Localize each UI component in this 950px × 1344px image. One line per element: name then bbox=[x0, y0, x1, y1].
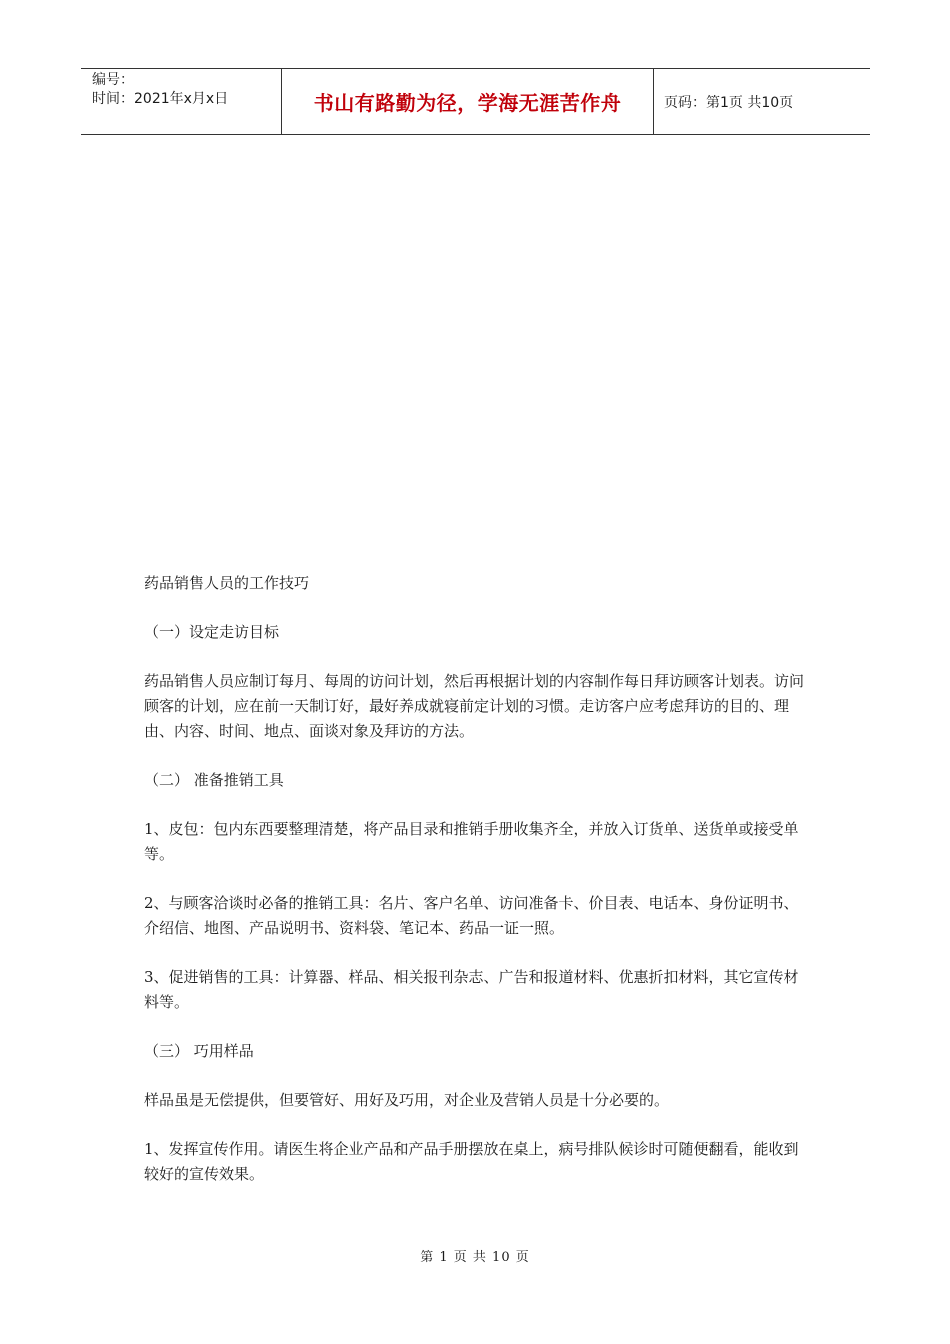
paragraph: 药品销售人员应制订每月、每周的访问计划，然后再根据计划的内容制作每日拜访顾客计划表。访问顾客的计划，应在前一天制订好，最好养成就寝前定计划的习惯。走访客户应考虑拜访的目的、理由、内容、时间、地点、面谈对象及拜访的方法。 bbox=[144, 672, 805, 740]
header-page-info: 页码：第1页 共10页 bbox=[664, 94, 794, 111]
document-body bbox=[144, 571, 812, 1211]
section-heading-1: （一）设定走访目标 bbox=[144, 623, 280, 641]
section-heading-2: （二） 准备推销工具 bbox=[144, 771, 284, 789]
paragraph: 2、与顾客洽谈时必备的推销工具：名片、客户名单、访问准备卡、价目表、电话本、身份证明书、介绍信、地图、产品说明书、资料袋、笔记本、药品一证一照。 bbox=[144, 894, 799, 937]
section-heading-3: （三） 巧用样品 bbox=[144, 1042, 254, 1060]
header-motto: 书山有路勤为径，学海无涯苦作舟 bbox=[281, 69, 654, 134]
number-label: 编号： bbox=[92, 72, 134, 88]
paragraph: 3、促进销售的工具：计算器、样品、相关报刊杂志、广告和报道材料、优惠折扣材料，其它宣传材料等。 bbox=[144, 968, 799, 1011]
header-meta-cell bbox=[81, 69, 281, 134]
time-label: 时间：2021年x月x日 bbox=[92, 91, 229, 107]
paragraph: 样品虽是无偿提供，但要管好、用好及巧用，对企业及营销人员是十分必要的。 bbox=[144, 1091, 670, 1109]
paragraph: 1、皮包：包内东西要整理清楚，将产品目录和推销手册收集齐全，并放入订货单、送货单或接受单等。 bbox=[144, 820, 799, 863]
header-table bbox=[81, 68, 870, 135]
document-title: 药品销售人员的工作技巧 bbox=[144, 574, 310, 592]
paragraph: 1、发挥宣传作用。请医生将企业产品和产品手册摆放在桌上，病号排队候诊时可随便翻看，能收到较好的宣传效果。 bbox=[144, 1140, 799, 1183]
page-footer: 第 1 页 共 10 页 bbox=[420, 1250, 530, 1265]
